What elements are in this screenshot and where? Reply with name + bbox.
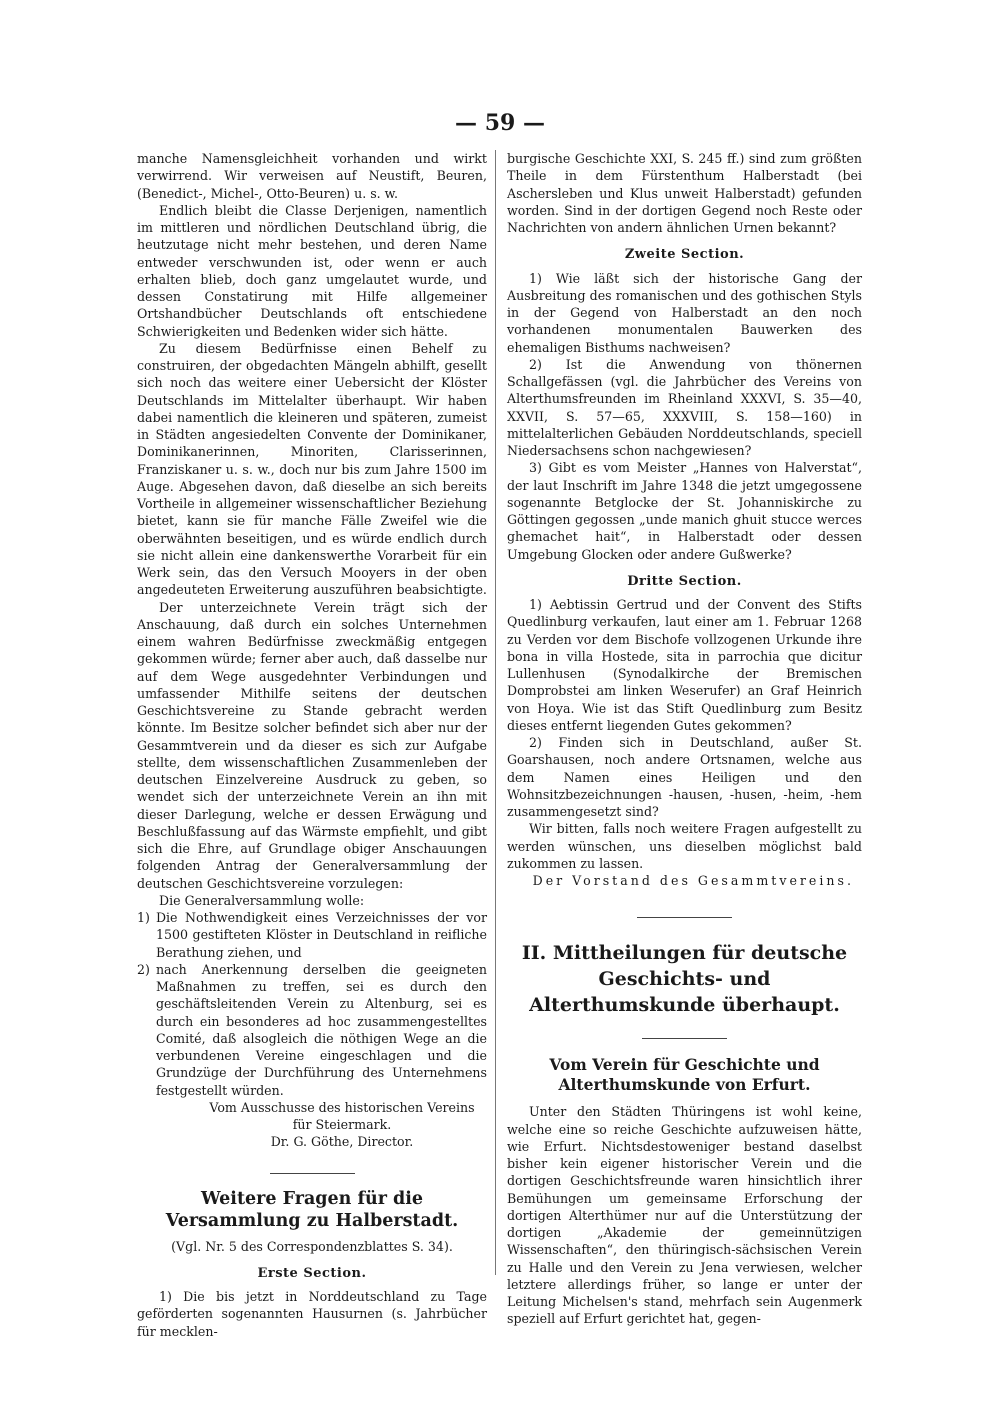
- question: 1) Die bis jetzt in Norddeutschland zu Tage geförderten sogenannten Hausurnen (s. Jahrbücher für mecklen-: [137, 1289, 487, 1339]
- right-column: [507, 150, 862, 1328]
- paragraph: Unter den Städten Thüringens ist wohl keine, welche eine so reiche Geschichte aufzuweisen hätte, wie Erfurt. Nichtsdestoweniger bestand daselbst bisher kein eigener historischer Verein und die dortigen Geschichtsfreunde waren hinsichtlich ihrer Bemühungen um gemeinsame Erforschung der dortigen Alterthümer nur auf die Unterstützung der dortigen „Akademie der gemeinnützigen Wissenschaften“, den thüringisch-sächsischen Verein zu Halle und den Verein zu Jena verwiesen, welcher letztere allerdings früher, so lange er unter der Leitung Michelsen's stand, mehrfach sein Augenmerk speziell auf Erfurt gerichtet hat, gegen-: [507, 1104, 862, 1327]
- signature-name: Dr. G. Göthe, Director.: [270, 1134, 414, 1150]
- paragraph: burgische Geschichte XXI, S. 245 ff.) sind zum größten Theile in dem Fürstenthum Halberstadt (bei Aschersleben und Klus unweit Halberstadt) gefunden worden. Sind in der dortigen Gegend noch Reste oder Nachrichten von andern ähnlichen Urnen bekannt?: [507, 151, 862, 235]
- paragraph: Die Generalversammlung wolle:: [159, 892, 365, 908]
- list-item: [137, 909, 487, 961]
- closing-request: Wir bitten, falls noch weitere Fragen aufgestellt zu werden wünschen, uns dieselben möglichst bald zukommen zu lassen.: [507, 821, 862, 871]
- list-text: nach Anerkennung derselben die geeigneten Maßnahmen zu treffen, sei es durch den geschäftsleitenden Verein zu Altenburg, sei es durch ein besonderes ad hoc zusammengestelltes Comité, daß alsogleich die nöthigen Wege an die verbundenen Vereine eingeschlagen und die Grundzüge der Durchführung des Unternehmens festgestellt würden.: [155, 961, 487, 1098]
- signature-line: Vom Ausschusse des historischen Vereins: [209, 1099, 475, 1115]
- list-item: [137, 961, 487, 1099]
- question: 3) Gibt es vom Meister „Hannes von Halverstat“, der laut Inschrift im Jahre 1348 die jetzt umgegossene sogenannte Betglocke der St. Johanniskirche zu Göttingen gegossen „unde manich ghuit stucce werces ghemachet hait“, in Halberstadt oder dessen Umgebung Glocken oder andere Gußwerke?: [507, 460, 862, 562]
- paragraph: manche Namensgleichheit vorhanden und wirkt verwirrend. Wir verweisen auf Neustift, Beuren, (Benedict-, Michel-, Otto-Beuren) u. s. w.: [137, 151, 487, 201]
- section-title: Zweite Section.: [624, 247, 745, 263]
- question: 2) Ist die Anwendung von thönernen Schallgefässen (vgl. die Jahrbücher des Vereins von Alterthumsfreunden im Rheinland XXXVI, S. 35—40, XXVII, S. 57—65, XXXVIII, S. 158—160) in mittelalterlichen Gebäuden Norddeutschlands, speciell Niedersachsens schon nachgewiesen?: [507, 356, 862, 458]
- section-title: Dritte Section.: [627, 573, 742, 589]
- paragraph: Zu diesem Bedürfnisse einen Behelf zu construiren, der obgedachten Mängeln abhilft, gesellt sich noch das weitere einer Uebersicht der Klöster Deutschlands im Mittelalter überhaupt. Wir haben dabei namentlich die kleineren und späteren, zumeist in Städten angesiedelten Convente der Dominikaner, Dominikanerinnen, Minoriten, Clarisserinnen, Franziskaner u. s. w., doch nur bis zum Jahre 1500 im Auge. Abgesehen davon, daß dieselbe an sich bereits Vortheile in allgemeiner wissenschaftlicher Beziehung bietet, kann sie für manche Fälle Zweifel wie die oberwähnten beseitigen, und es würde endlich durch sie nicht allein eine dankenswerthe Vorarbeit für ein Werk sein, das den Versuch Mooyers in der oben angedeuteten Erweiterung auszuführen beabsichtigte.: [137, 340, 487, 598]
- signature-line: für Steiermark.: [292, 1117, 392, 1132]
- section-heading: Weitere Fragen für die Versammlung zu Halberstadt.: [165, 1188, 459, 1231]
- question: 2) Finden sich in Deutschland, außer St. Goarshausen, noch andere Ortsnamen, welche aus dem Namen eines Heiligen und den Wohnsitzbezeichnungen -hausen, -husen, -heim, -hem zusammengesetzt sind?: [507, 735, 862, 819]
- part-heading: II. Mittheilungen für deutsche Geschichts- und Alterthumskunde überhaupt.: [521, 942, 848, 1017]
- page-number: — 59 —: [455, 110, 545, 136]
- section-title: Erste Section.: [257, 1265, 367, 1281]
- paragraph: Endlich bleibt die Classe Derjenigen, namentlich im mittleren und nördlichen Deutschland übrig, die heutzutage nicht mehr bestehen, und deren Name entweder verschwunden ist, oder wenn er auch erhalten blieb, doch ganz umgelautet wurde, und dessen Constatirung mit Hilfe allgemeiner Ortshandbücher Deutschlands oft entschiedene Schwierigkeiten und Bedenken wider sich hätte.: [137, 202, 487, 339]
- signature: Der Vorstand des Gesammtvereins.: [532, 873, 854, 888]
- separator-rule: [642, 1038, 727, 1039]
- question: 1) Aebtissin Gertrud und der Convent des Stifts Quedlinburg verkaufen, laut einer am 1. Februar 1268 zu Verden vor dem Bischofe vollzogenen Urkunde ihre bona in villa Hostede, sita in parrochia que dicitur Lullenhusen (Synodalkirche der Bremischen Domprobstei am linken Weserufer) an Graf Heinrich von Hoya. Wie ist das Stift Quedlinburg zum Besitz dieses entfernt liegenden Gutes gekommen?: [507, 597, 862, 733]
- left-column: [137, 150, 487, 1340]
- list-number: 2): [137, 961, 150, 977]
- column-divider: [495, 150, 496, 1275]
- separator-rule: [637, 917, 732, 918]
- reference-note: (Vgl. Nr. 5 des Correspondenzblattes S. 34).: [171, 1238, 453, 1254]
- question: 1) Wie läßt sich der historische Gang der Ausbreitung des romanischen und des gothischen Styls in der Gegend von Halberstadt an den noch vorhandenen monumentalen Bauwerken des ehemaligen Bisthums nachweisen?: [507, 270, 862, 355]
- paragraph: Der unterzeichnete Verein trägt sich der Anschauung, daß durch ein solches Unternehmen einem wahren Bedürfnisse zweckmäßig entgegen gekommen würde; ferner aber auch, daß dasselbe nur auf dem Wege ausgedehnter Verbindungen und umfassender Mithilfe seitens der deutschen Geschichtsvereine zu Stande gebracht werden könnte. Im Besitze solcher befindet sich aber nur der Gesammtverein und da dieser es sich zur Aufgabe stellte, dem wissenschaftlichen Zusammenleben der deutschen Einzelvereine Ausdruck zu geben, so wendet sich der unterzeichnete Verein an ihn mit dieser Darlegung, welche er dessen Erwägung und Beschlußfassung auf das Wärmste empfiehlt, und gibt sich die Ehre, auf Grundlage obiger Anschauungen folgenden Antrag der Generalversammlung der deutschen Geschichtsvereine vorzulegen:: [137, 599, 487, 891]
- list-number: 1): [137, 910, 150, 925]
- list-text: Die Nothwendigkeit eines Verzeichnisses der vor 1500 gestifteten Klöster in Deutschland in reifliche Berathung ziehen, und: [155, 910, 487, 960]
- separator-rule: [270, 1173, 355, 1174]
- subsection-heading: Vom Verein für Geschichte und Alterthumskunde von Erfurt.: [549, 1055, 820, 1095]
